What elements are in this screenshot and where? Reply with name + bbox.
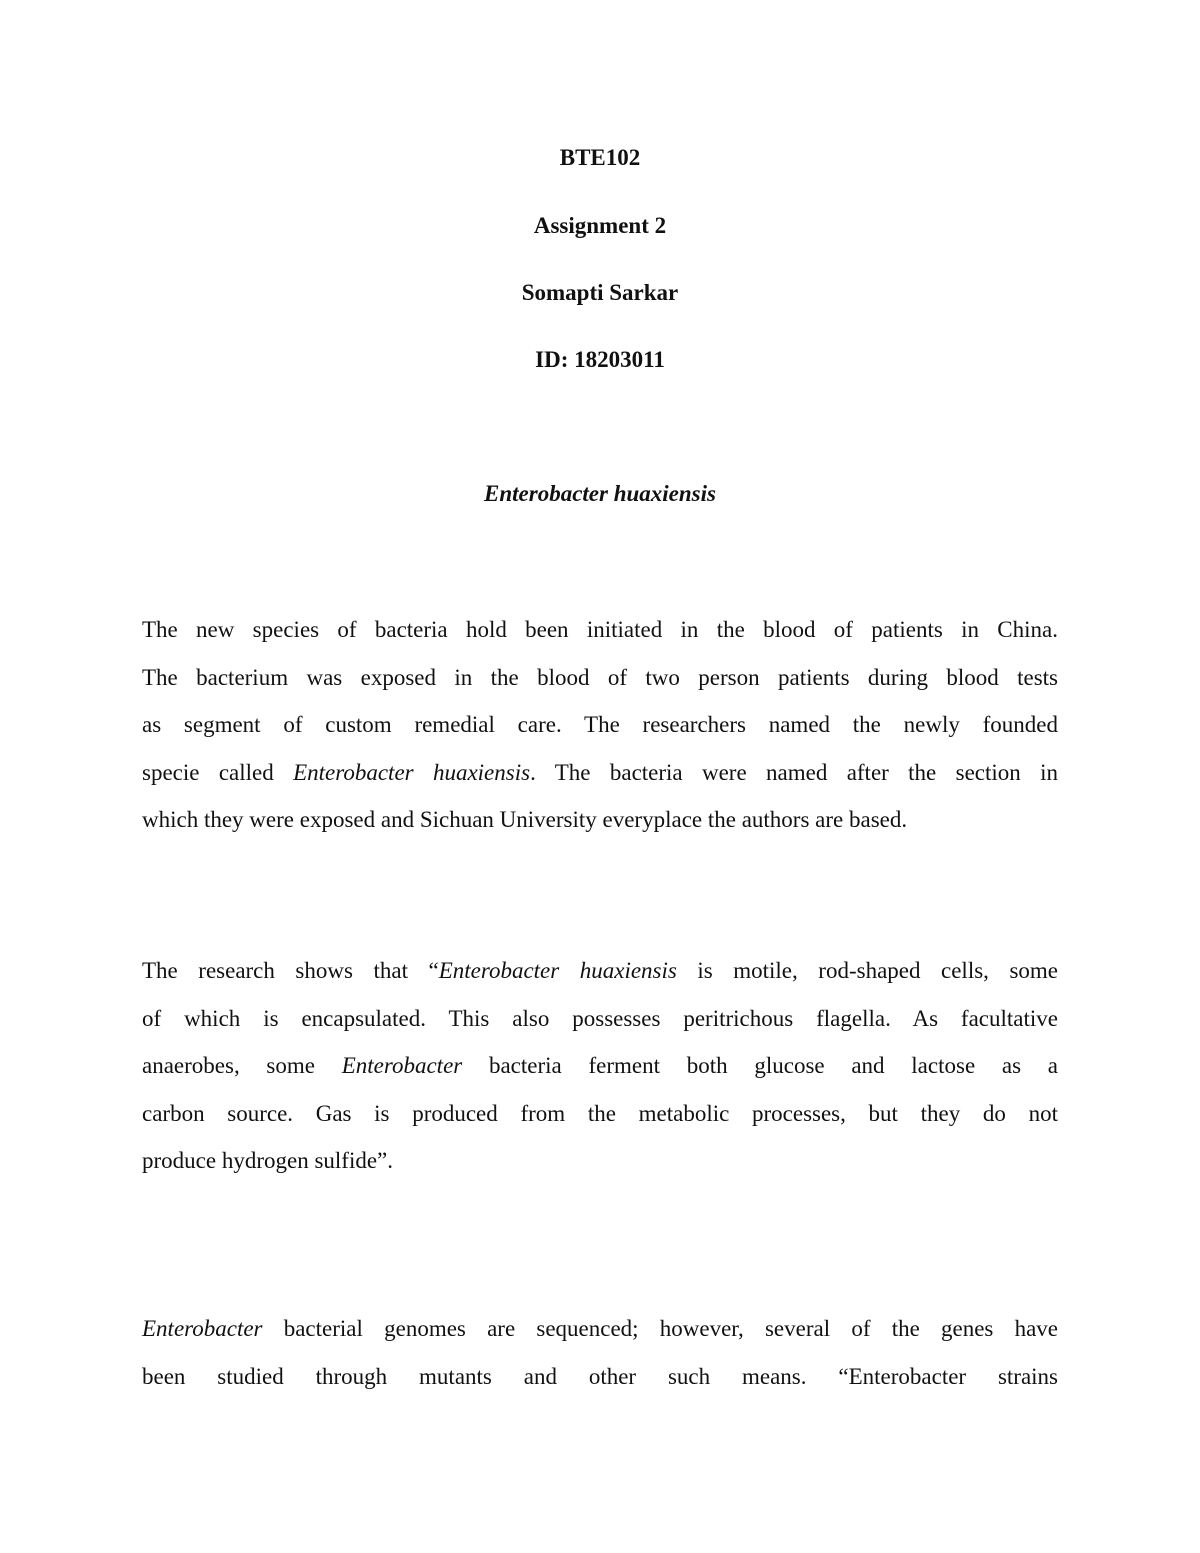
genus-name: Enterobacter xyxy=(341,1053,463,1079)
line-text: is motile, rod-shaped cells, some xyxy=(676,958,1058,983)
paragraph-line xyxy=(142,1042,1058,1090)
genus-name: Enterobacter xyxy=(142,1316,263,1341)
paragraph-line xyxy=(142,1305,1058,1353)
species-name: Enterobacter huaxiensis xyxy=(438,958,677,983)
document-title: Enterobacter huaxiensis xyxy=(484,481,716,506)
author-name: Somapti Sarkar xyxy=(521,280,679,305)
paragraph xyxy=(142,606,1058,844)
line-text: The research shows that “ xyxy=(142,958,439,983)
paragraph-line: produce hydrogen sulfide”. xyxy=(142,1148,394,1174)
paragraph-line xyxy=(142,749,1058,797)
line-text: bacteria ferment both glucose and lactose as a xyxy=(462,1053,1058,1079)
student-id: ID: 18203011 xyxy=(535,347,665,372)
paragraph-line xyxy=(142,947,1058,995)
paragraph-line: as segment of custom remedial care. The researchers named the newly founded xyxy=(142,712,1058,738)
line-text: . The bacteria were named after the section in xyxy=(530,759,1059,785)
paragraph-line: which they were exposed and Sichuan University everyplace the authors are based. xyxy=(142,807,908,833)
paragraph-line: been studied through mutants and other such means. “Enterobacter strains xyxy=(142,1363,1058,1389)
paragraph xyxy=(142,947,1058,1185)
species-name: Enterobacter huaxiensis xyxy=(293,759,531,785)
paragraph-line: carbon source. Gas is produced from the metabolic processes, but they do not xyxy=(142,1100,1058,1126)
paragraph-line: The bacterium was exposed in the blood of two person patients during blood tests xyxy=(142,664,1058,690)
assignment-title: Assignment 2 xyxy=(533,213,667,238)
paragraph-line: The new species of bacteria hold been initiated in the blood of patients in China. xyxy=(142,617,1058,642)
course-code: BTE102 xyxy=(559,145,641,170)
line-text: specie called xyxy=(142,759,294,785)
line-text: bacterial genomes are sequenced; however, several of the genes have xyxy=(262,1316,1058,1341)
paragraph-line: of which is encapsulated. This also possesses peritrichous flagella. As facultative xyxy=(142,1005,1058,1031)
line-text: anaerobes, some xyxy=(142,1053,342,1079)
paragraph xyxy=(142,1305,1058,1400)
